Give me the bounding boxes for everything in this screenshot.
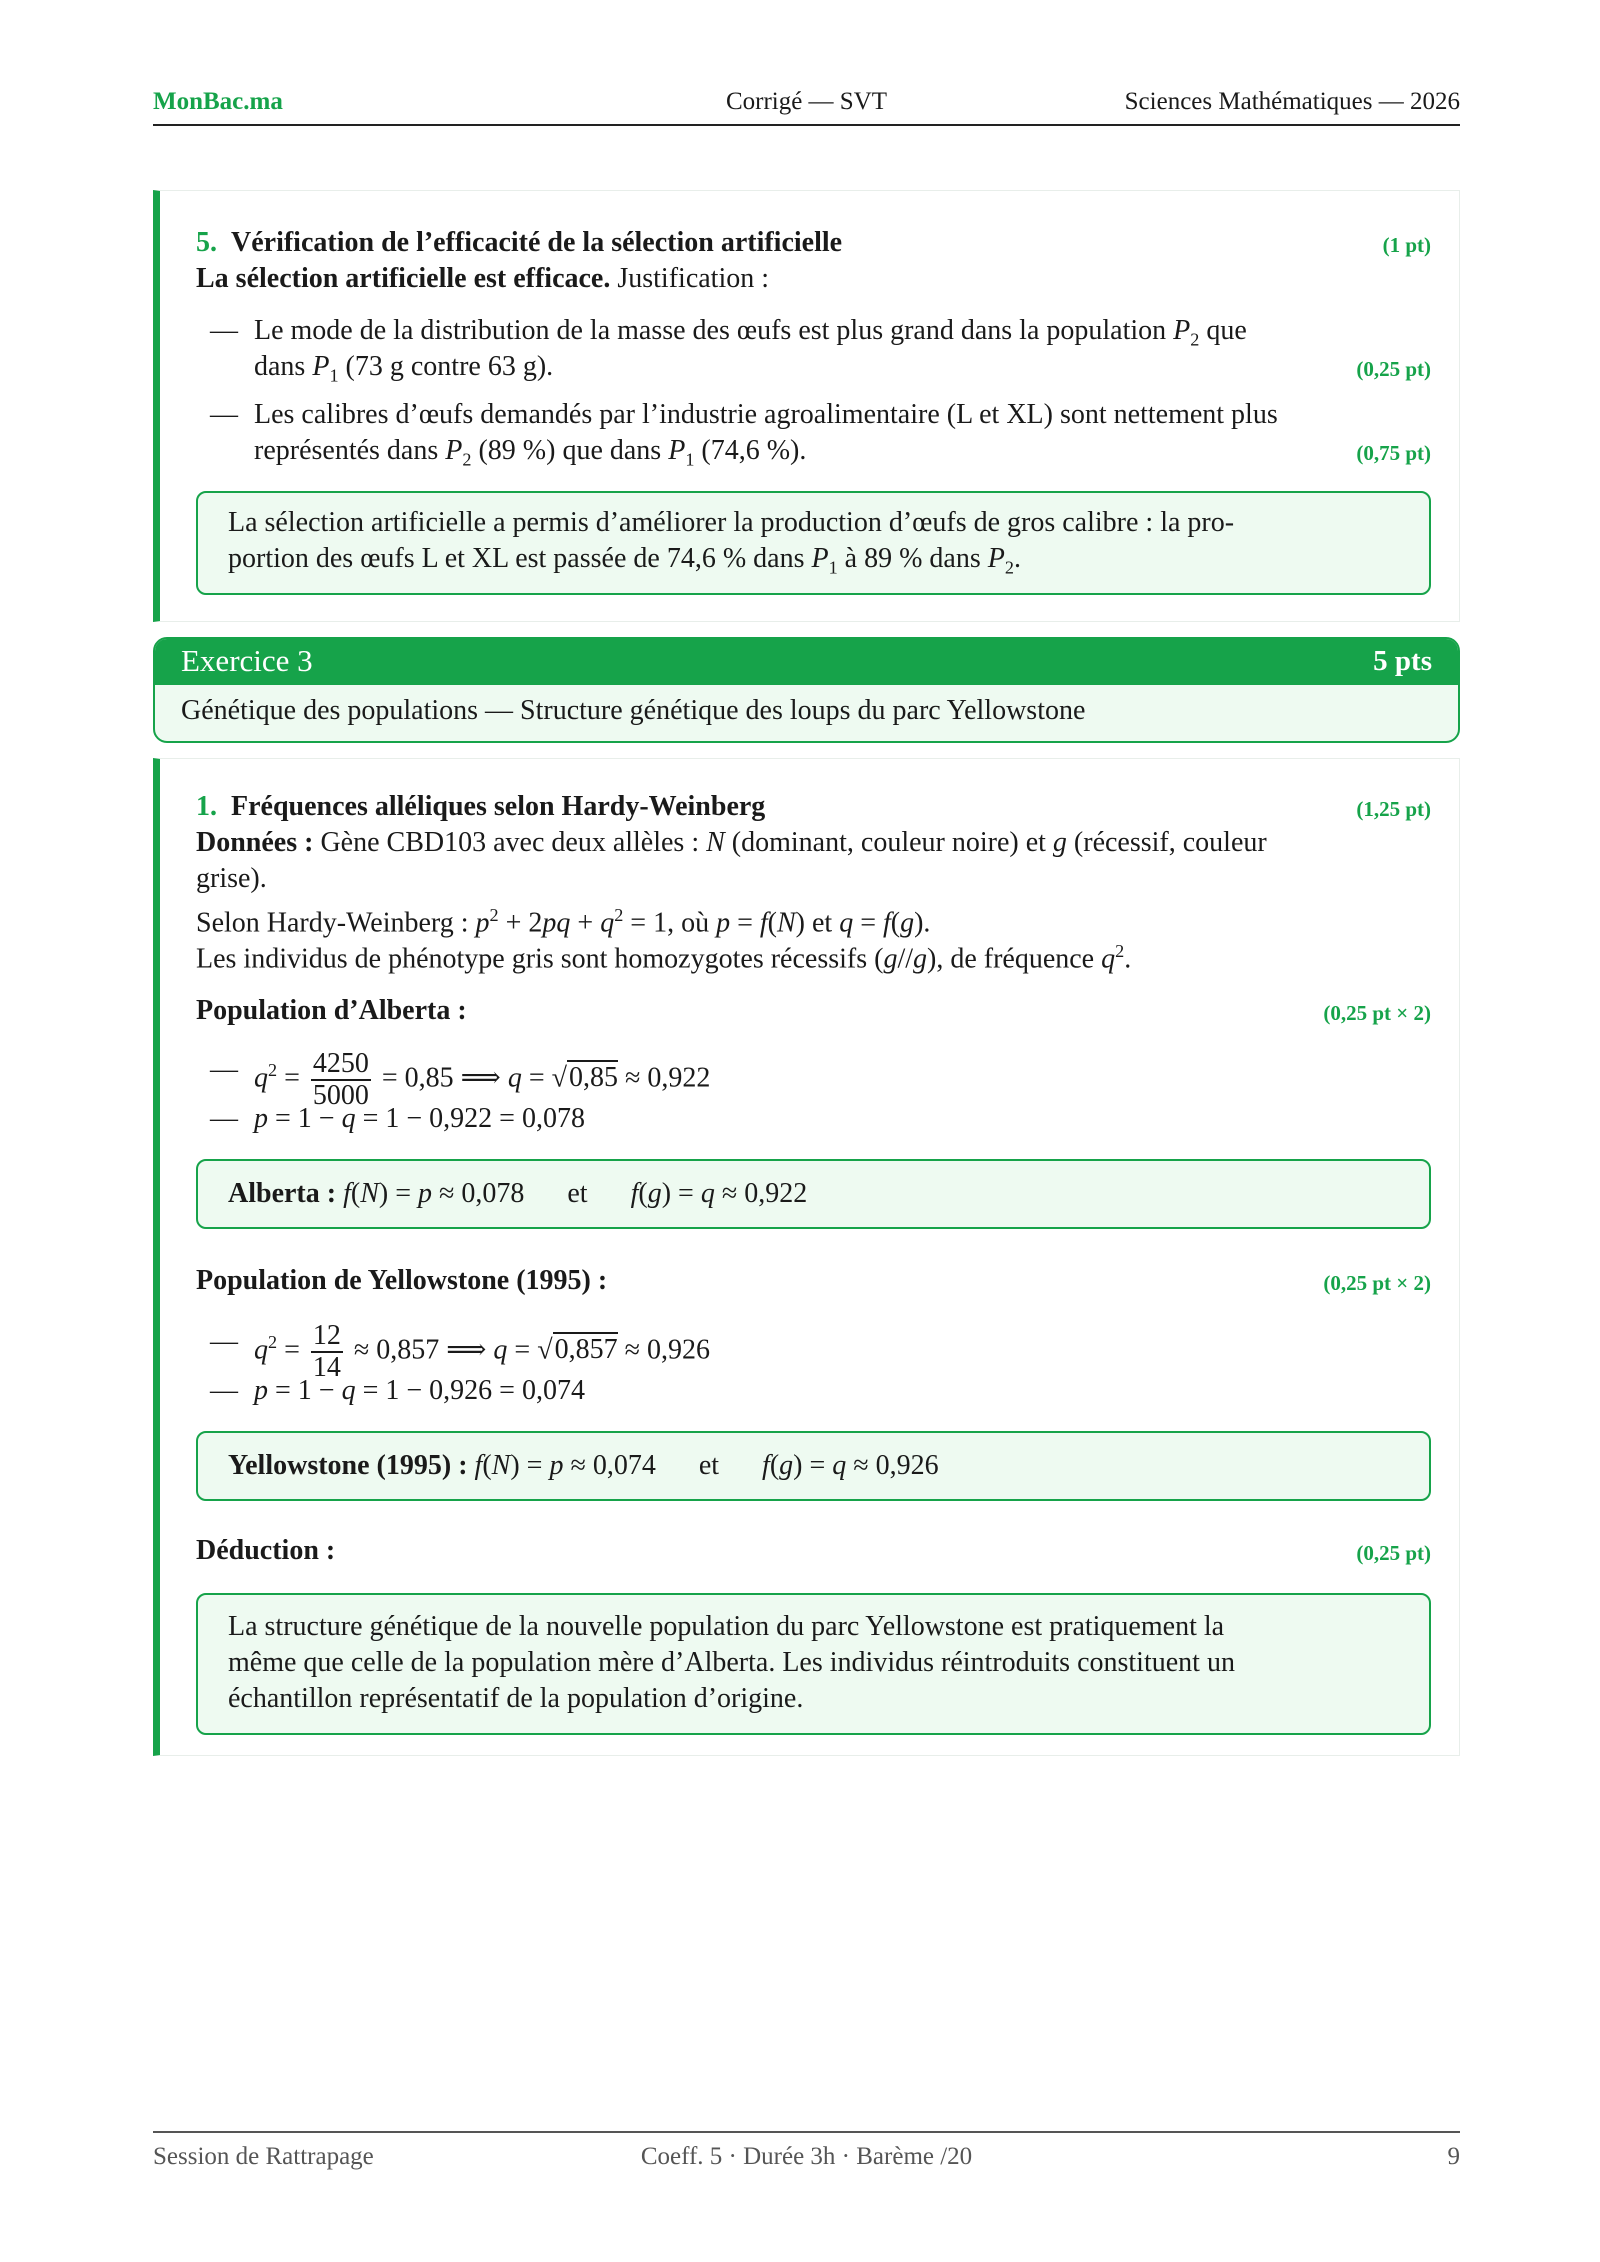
- footer-info: Coeff. 5 · Durée 3h · Barème /20: [640, 2143, 973, 2170]
- question-5-card: 5. Vérification de l’efficacité de la sélection artificielle (1 pt) La sélection artificielle est efficace. Justification : — Le mode de la distribution de la masse des œufs est plus grand dans la population $P_2$ que dans $P_1$ (73 g contre 63 g). (0,25 pt) — Les calibres d’œufs demandés par l’industrie agroalimentaire (L et XL) sont nettement plus représentés dans $P_2$ (89 %) que dans $P_1$ (74,6 %). (0,75 pt) La sélection artificielle a permis d’améliorer la production d’œufs de gros calibre : la pro- portion des œufs L et XL est passée de 74,6 % dans $P_1$ à 89 % dans $P_2$.: [153, 190, 1460, 622]
- conclusion-line: La sélection artificielle a permis d’améliorer la production d’œufs de gros calibre : la pro-: [228, 507, 1235, 538]
- alberta-result-box: Alberta : f(N) = p ≈ 0,078 et f(g) = q ≈ 0,922: [196, 1159, 1431, 1229]
- alberta-heading: Population d’Alberta :: [196, 995, 467, 1026]
- footer-session: Session de Rattrapage: [153, 2143, 374, 2170]
- deduction-line: échantillon représentatif de la population d’origine.: [228, 1683, 804, 1714]
- header-series: Sciences Mathématiques — 2026: [1124, 88, 1460, 115]
- question-1-title: 1. Fréquences alléliques selon Hardy-Weinberg: [196, 791, 766, 822]
- alberta-equation-1: — $q^2$ = $\frac{4250}{5000}$ = 0,85 ⟹ q = √0,85 ≈ 0,922: [210, 1047, 711, 1111]
- deduction-heading: Déduction :: [196, 1535, 336, 1566]
- item-1-points: (0,25 pt): [1356, 357, 1431, 381]
- conclusion-line: portion des œufs L et XL est passée de 74,6 % dans $P_1$ à 89 % dans $P_2$.: [228, 543, 1021, 578]
- page-number: 9: [1447, 2143, 1460, 2170]
- alberta-points: (0,25 pt × 2): [1323, 1001, 1431, 1025]
- exercise-title: Exercice 3: [181, 643, 313, 678]
- hardy-weinberg-line: Selon Hardy-Weinberg : $p^2 + 2pq + q^2 = 1$, où p = f(N) et q = f(g).: [196, 905, 931, 939]
- deduction-line: La structure génétique de la nouvelle population du parc Yellowstone est pratiquement la: [228, 1611, 1225, 1642]
- site-name[interactable]: MonBac.ma: [153, 88, 283, 115]
- question-1-card: 1. Fréquences alléliques selon Hardy-Weinberg (1,25 pt) Données : Gène CBD103 avec deux allèles : N (dominant, couleur noire) et g (récessif, couleur grise). Selon Hardy-Weinberg : $p^2 + 2pq + q^2 = 1$, où p = f(N) et q = f(g). Les individus de phénotype gris sont homozygotes récessifs (g//g), de fréquence $q^2$. Population d’Alberta : (0,25 pt × 2) — $q^2$ = $\frac{4250}{5000}$ = 0,85 ⟹ q = √0,85 ≈ 0,922 — p = 1 − q = 1 − 0,922 = 0,078 Alberta : f(N) = p ≈ 0,078 et f(g) = q ≈ 0,922 Population de Yellowstone (1995) : (0,25 pt × 2) — $q^2$ = $\frac{12}{14}$ ≈ 0,857 ⟹ q = √0,857 ≈ 0,926 — p = 1 − q = 1 − 0,926 = 0,074 Yellowstone (1995) : f(N) = p ≈ 0,074 et f(g) = q ≈ 0,926 Déduction : (0,25 pt) La structure génétique de la nouvelle population du parc Yellowstone est pratiquement la même que celle de la population mère d’Alberta. Les individus réintroduits constituent un échantillon représentatif de la population d’origine.: [153, 758, 1460, 1756]
- conclusion-box: [196, 491, 1431, 595]
- question-5-answer: La sélection artificielle est efficace. Justification :: [196, 263, 770, 294]
- deduction-line: même que celle de la population mère d’Alberta. Les individus réintroduits constituent un: [228, 1647, 1235, 1678]
- deduction-box: [196, 1593, 1431, 1735]
- yellowstone-points: (0,25 pt × 2): [1323, 1271, 1431, 1295]
- question-5-points: (1 pt): [1382, 233, 1431, 257]
- page-footer: [153, 2131, 1460, 2173]
- yellowstone-equation-1: — $q^2$ = $\frac{12}{14}$ ≈ 0,857 ⟹ q = √0,857 ≈ 0,926: [210, 1319, 710, 1383]
- page-header: [153, 88, 1460, 126]
- data-line: Données : Gène CBD103 avec deux allèles : N (dominant, couleur noire) et g (récessif, couleur: [196, 827, 1267, 858]
- data-line: grise).: [196, 863, 267, 894]
- question-1-points: (1,25 pt): [1356, 797, 1431, 821]
- question-5-title: 5. Vérification de l’efficacité de la sélection artificielle: [196, 227, 843, 258]
- header-subject: Corrigé — SVT: [725, 88, 888, 115]
- exercise-points: 5 pts: [1373, 645, 1432, 677]
- exercise-3-banner: [153, 637, 1460, 743]
- phenotype-line: Les individus de phénotype gris sont homozygotes récessifs (g//g), de fréquence $q^2$.: [196, 941, 1132, 975]
- deduction-points: (0,25 pt): [1356, 1541, 1431, 1565]
- yellowstone-heading: Population de Yellowstone (1995) :: [196, 1265, 608, 1296]
- exercise-subtitle: Génétique des populations — Structure génétique des loups du parc Yellowstone: [181, 695, 1086, 726]
- yellowstone-result-box: Yellowstone (1995) : f(N) = p ≈ 0,074 et f(g) = q ≈ 0,926: [196, 1431, 1431, 1501]
- item-2-points: (0,75 pt): [1356, 441, 1431, 465]
